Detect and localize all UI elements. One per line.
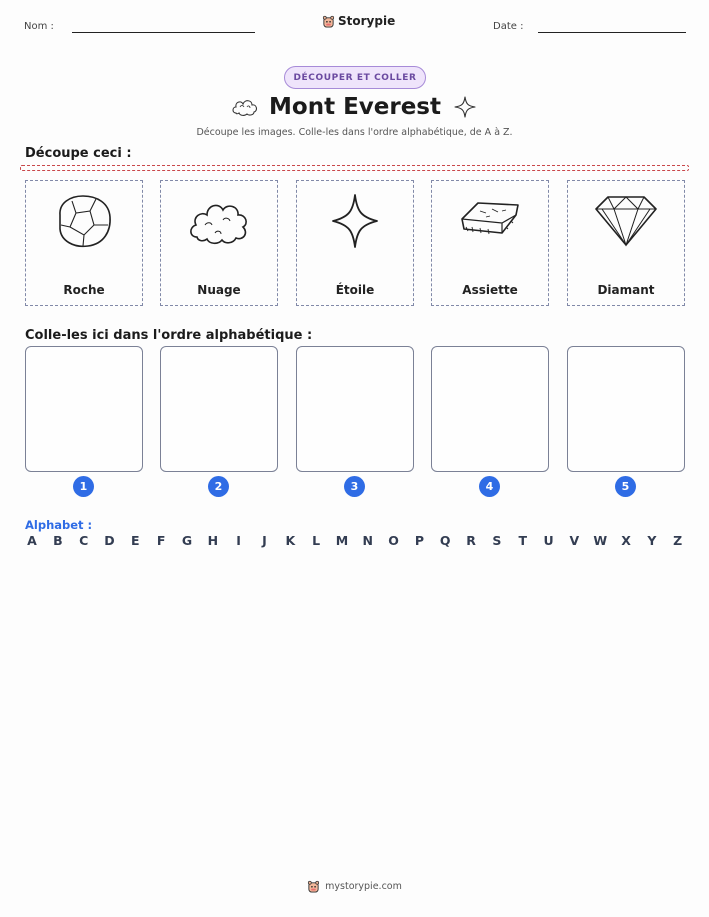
cut-card-nuage[interactable] xyxy=(160,180,278,306)
diamond-icon xyxy=(592,189,660,253)
card-label: Assiette xyxy=(462,283,518,297)
paste-box-3[interactable] xyxy=(296,346,414,472)
number-badge: 2 xyxy=(208,476,229,497)
cut-section-title: Découpe ceci : xyxy=(25,146,132,161)
footer xyxy=(0,880,709,893)
alphabet-letter: A xyxy=(27,533,37,548)
alphabet-letter: K xyxy=(285,533,296,548)
alphabet-letter: G xyxy=(181,533,193,548)
paste-box-2[interactable] xyxy=(160,346,278,472)
name-line xyxy=(72,32,255,33)
paste-section-title: Colle-les ici dans l'ordre alphabétique : xyxy=(25,328,313,343)
mascot-icon xyxy=(322,15,335,28)
alphabet-letter: D xyxy=(104,533,115,548)
alphabet-letter: T xyxy=(518,533,527,548)
cut-card-etoile[interactable] xyxy=(296,180,414,306)
star-icon xyxy=(321,189,389,253)
brand-logo xyxy=(322,14,395,28)
alphabet-letter: Z xyxy=(673,533,683,548)
sparkle-doodle-icon xyxy=(453,95,477,119)
number-badge: 1 xyxy=(73,476,94,497)
rock-icon xyxy=(50,189,118,253)
paste-box-4[interactable] xyxy=(431,346,549,472)
alphabet-letter: X xyxy=(621,533,631,548)
alphabet-letter: W xyxy=(593,533,608,548)
alphabet-letters xyxy=(25,533,685,551)
alphabet-letter: N xyxy=(362,533,373,548)
date-label: Date : xyxy=(493,21,524,32)
number-badge: 4 xyxy=(479,476,500,497)
alphabet-letter: C xyxy=(79,533,89,548)
alphabet-letter: J xyxy=(262,533,267,548)
brand-name: Storypie xyxy=(338,14,396,28)
card-label: Roche xyxy=(63,283,105,297)
date-line xyxy=(538,32,686,33)
alphabet-letter: Q xyxy=(439,533,451,548)
alphabet-letter: R xyxy=(466,533,476,548)
alphabet-letter: P xyxy=(414,533,424,548)
footer-url[interactable]: mystorypie.com xyxy=(325,881,402,892)
plate-icon xyxy=(456,189,524,253)
alphabet-letter: E xyxy=(131,533,140,548)
cut-card-assiette[interactable] xyxy=(431,180,549,306)
alphabet-letter: M xyxy=(335,533,349,548)
alphabet-title: Alphabet : xyxy=(25,518,93,532)
page-title: Mont Everest xyxy=(269,94,441,120)
alphabet-letter: Y xyxy=(647,533,657,548)
cut-line xyxy=(20,165,689,171)
cut-card-roche[interactable] xyxy=(25,180,143,306)
alphabet-letter: B xyxy=(53,533,63,548)
number-badge: 3 xyxy=(344,476,365,497)
alphabet-letter: L xyxy=(312,533,321,548)
cut-card-diamant[interactable] xyxy=(567,180,685,306)
instructions: Découpe les images. Colle-les dans l'ordre alphabétique, de A à Z. xyxy=(196,127,513,138)
alphabet-letter: V xyxy=(569,533,580,548)
cloud-icon xyxy=(185,189,253,253)
mascot-icon xyxy=(307,880,320,893)
activity-badge: DÉCOUPER ET COLLER xyxy=(284,66,426,89)
alphabet-letter: U xyxy=(543,533,554,548)
alphabet-letter: O xyxy=(388,533,399,548)
name-label: Nom : xyxy=(24,21,54,32)
card-label: Diamant xyxy=(597,283,655,297)
number-badge: 5 xyxy=(615,476,636,497)
alphabet-letter: F xyxy=(156,533,166,548)
card-label: Nuage xyxy=(197,283,241,297)
alphabet-letter: H xyxy=(207,533,219,548)
paste-box-1[interactable] xyxy=(25,346,143,472)
alphabet-letter: S xyxy=(492,533,502,548)
paste-box-5[interactable] xyxy=(567,346,685,472)
alphabet-letter: I xyxy=(236,533,241,548)
card-label: Étoile xyxy=(335,283,375,297)
